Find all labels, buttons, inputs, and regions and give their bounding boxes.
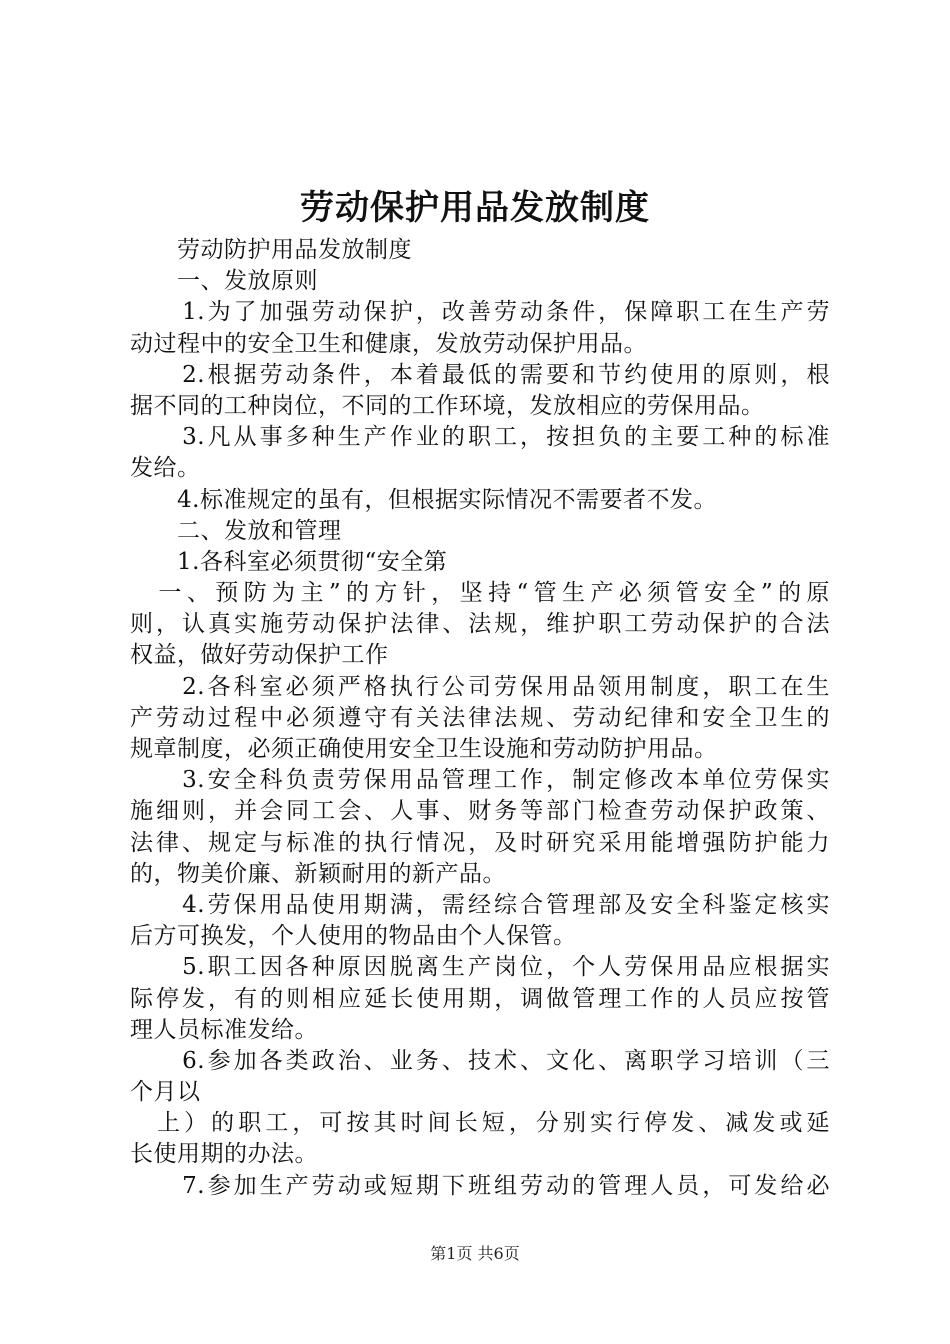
paragraph-line: 4.标准规定的虽有，但根据实际情况不需要者不发。 — [130, 486, 717, 513]
paragraph-line: 规章制度，必须正确使用安全卫生设施和劳动防护用品。 — [130, 736, 718, 762]
document-body — [130, 235, 830, 1202]
paragraph-line: 个月以 — [130, 1079, 201, 1106]
paragraph-line: 1.各科室必须贯彻“安全第 — [130, 548, 448, 575]
paragraph-line: 1.为了加强劳动保护，改善劳动条件，保障职工在生产劳 — [130, 299, 830, 326]
paragraph-line: 际停发，有的则相应延长使用期，调做管理工作的人员应按管 — [130, 985, 830, 1012]
paragraph-line: 劳动防护用品发放制度 — [130, 237, 412, 263]
paragraph-line: 一、发放原则 — [130, 268, 318, 295]
paragraph-line: 3.凡从事多种生产作业的职工，按担负的主要工种的标准 — [130, 424, 830, 451]
paragraph-line: 的，物美价廉、新颖耐用的新产品。 — [130, 860, 506, 887]
paragraph-line: 2.根据劳动条件，本着最低的需要和节约使用的原则，根 — [130, 361, 830, 388]
paragraph-line: 则，认真实施劳动保护法律、法规，维护职工劳动保护的合法 — [130, 611, 830, 638]
paragraph-line: 施细则，并会同工会、人事、财务等部门检查劳动保护政策、 — [130, 798, 830, 825]
paragraph-line: 2.各科室必须严格执行公司劳保用品领用制度，职工在生 — [130, 673, 830, 700]
page-footer: 第1页 共6页 — [430, 1244, 520, 1263]
paragraph-line: 据不同的工种岗位，不同的工作环境，发放相应的劳保用品。 — [130, 392, 765, 419]
paragraph-line: 后方可换发，个人使用的物品由个人保管。 — [130, 923, 577, 950]
paragraph-line: 权益，做好劳动保护工作 — [130, 642, 389, 669]
paragraph-line: 6.参加各类政治、业务、技术、文化、离职学习培训（三 — [130, 1047, 830, 1074]
paragraph-line: 5.职工因各种原因脱离生产岗位，个人劳保用品应根据实 — [130, 954, 830, 981]
paragraph-line: 理人员标准发给。 — [130, 1016, 318, 1043]
paragraph-line: 动过程中的安全卫生和健康，发放劳动保护用品。 — [130, 330, 647, 357]
paragraph-line: 上）的职工，可按其时间长短，分别实行停发、减发或延 — [130, 1110, 830, 1137]
paragraph-line: 7.参加生产劳动或短期下班组劳动的管理人员，可发给必 — [130, 1172, 830, 1199]
paragraph-line: 长使用期的办法。 — [130, 1141, 318, 1168]
document-title: 劳动保护用品发放制度 — [300, 188, 650, 228]
paragraph-line: 产劳动过程中必须遵守有关法律法规、劳动纪律和安全卫生的 — [130, 704, 830, 731]
paragraph-line: 3.安全科负责劳保用品管理工作，制定修改本单位劳保实 — [130, 767, 830, 794]
paragraph-line: 一、预防为主”的方针，坚持“管生产必须管安全”的原 — [130, 580, 830, 607]
paragraph-line: 发给。 — [130, 455, 201, 482]
paragraph-line: 二、发放和管理 — [130, 517, 342, 544]
paragraph-line: 4.劳保用品使用期满，需经综合管理部及安全科鉴定核实 — [130, 891, 830, 918]
paragraph-line: 法律、规定与标准的执行情况，及时研究采用能增强防护能力 — [130, 829, 830, 856]
